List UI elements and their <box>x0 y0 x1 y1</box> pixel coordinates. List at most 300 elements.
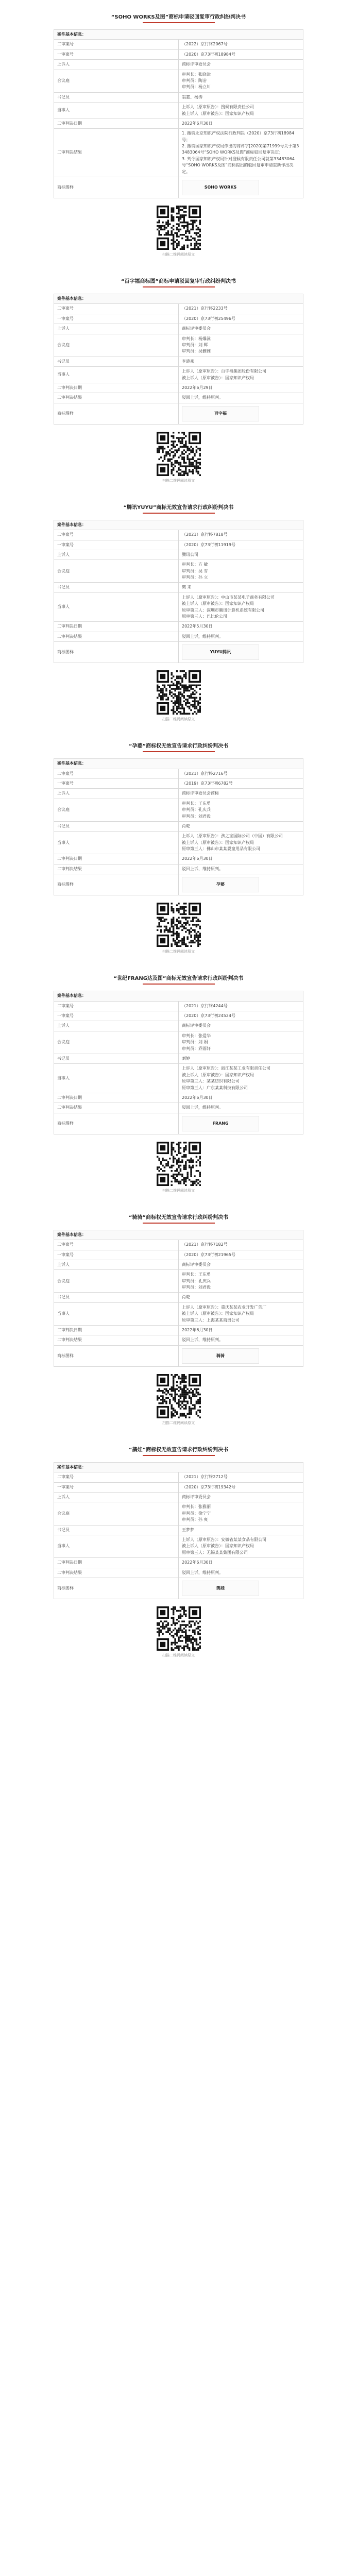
row-line: 审判员：乔雨轩 <box>182 1046 211 1051</box>
row-value <box>179 129 303 177</box>
row-label: 二审判决日期 <box>54 1326 179 1335</box>
trademark-image <box>182 1581 259 1596</box>
row-label: 一审案号 <box>54 1250 179 1260</box>
table-header-row <box>54 1230 303 1240</box>
row-text: （2022）京行终2067号 <box>182 42 228 47</box>
row-label: 二审判决结果 <box>54 864 179 874</box>
qr-block <box>0 1599 357 1660</box>
row-text: （2021）京行终7182号 <box>182 1242 228 1247</box>
qr-code[interactable] <box>157 1606 201 1651</box>
table-row <box>54 60 303 70</box>
table-row <box>54 583 303 592</box>
row-line: 审判员：孙 爽 <box>182 1517 208 1522</box>
table-header-row <box>54 1462 303 1472</box>
row-value <box>179 1492 303 1502</box>
case-section <box>0 499 357 724</box>
row-line: 原审第三人：某某纺织有限公司 <box>182 1079 240 1084</box>
table-row <box>54 129 303 177</box>
row-value <box>179 632 303 641</box>
table-row <box>54 304 303 314</box>
row-value <box>179 357 303 366</box>
table-row <box>54 1240 303 1250</box>
case-info-table <box>54 758 303 895</box>
row-line: 3. 判令国家知识产权局针对搜候有限责任公司就第33483064号“SOHO WORKS及图”商标提出的驳回复审申请重新作出决定。 <box>182 156 295 174</box>
row-text: 2022年6月29日 <box>182 385 213 390</box>
table-row <box>54 821 303 831</box>
row-value <box>179 1293 303 1302</box>
row-label: 上诉人 <box>54 1492 179 1502</box>
table-row <box>54 1103 303 1113</box>
row-label: 书记员 <box>54 1293 179 1302</box>
row-line: 上诉人（原审原告）：孩之宝国际公司（中国）有限公司 <box>182 834 283 839</box>
row-value <box>179 393 303 403</box>
row-value <box>179 1482 303 1492</box>
row-label: 商标图样 <box>54 1345 179 1366</box>
case-title: “百字福商标图”商标申请驳回复审行政纠纷判决书 <box>121 279 236 285</box>
row-label: 商标图样 <box>54 403 179 424</box>
case-info-table <box>54 29 303 198</box>
row-line: 审判员：刘 辉 <box>182 342 208 347</box>
row-label: 当事人 <box>54 832 179 854</box>
row-text: 驳回上诉，维持原判。 <box>182 1570 223 1575</box>
table-header: 案件基本信息： <box>54 30 303 40</box>
row-label: 当事人 <box>54 367 179 383</box>
row-text: 商标评审委员会商标 <box>182 791 219 796</box>
row-value <box>179 583 303 592</box>
row-value <box>179 1535 303 1557</box>
row-value <box>179 1568 303 1578</box>
table-row <box>54 1011 303 1021</box>
row-text: 翁嘉、杨涛 <box>182 94 202 99</box>
row-line: 上诉人（原审原告）：浙江某某工业有限责任公司 <box>182 1066 270 1071</box>
case-title: “SOHO WORKS及图”商标申请驳回复审行政纠纷判决书 <box>111 14 246 20</box>
row-text: （2021）京行终2712号 <box>182 1475 228 1480</box>
row-text: 商标评审委员会 <box>182 62 211 67</box>
qr-code[interactable] <box>157 903 201 947</box>
table-header: 案件基本信息： <box>54 759 303 769</box>
row-value <box>179 304 303 314</box>
table-header-row <box>54 991 303 1001</box>
row-label: 二审判决结果 <box>54 129 179 177</box>
qr-block <box>0 198 357 259</box>
row-label: 上诉人 <box>54 1021 179 1031</box>
row-line: 审判长：张晓津 <box>182 72 211 77</box>
row-value <box>179 334 303 357</box>
case-section <box>0 1209 357 1428</box>
row-value <box>179 1326 303 1335</box>
trademark-image <box>182 180 259 195</box>
row-value <box>179 1031 303 1054</box>
qr-code[interactable] <box>157 1374 201 1418</box>
row-text: （2020）京73行初21965号 <box>182 1252 235 1257</box>
table-header-row <box>54 294 303 304</box>
row-value <box>179 864 303 874</box>
row-text: 李晓燕 <box>182 359 194 364</box>
table-row <box>54 357 303 366</box>
row-text: 肖乾 <box>182 1295 190 1300</box>
row-label: 二审案号 <box>54 769 179 778</box>
row-value <box>179 1335 303 1345</box>
title-underline <box>143 513 215 514</box>
row-value <box>179 1103 303 1113</box>
row-text: （2021）京行终4244号 <box>182 1003 228 1008</box>
row-value <box>179 49 303 59</box>
row-value <box>179 821 303 831</box>
row-text: 王梦梦 <box>182 1527 194 1532</box>
row-value <box>179 1558 303 1568</box>
row-label: 二审判决结果 <box>54 1568 179 1578</box>
table-row <box>54 1302 303 1325</box>
table-header: 案件基本信息： <box>54 1462 303 1472</box>
row-line: 被上诉人（原审被告）：国家知识产权局 <box>182 601 254 606</box>
row-text: 2022年6月30日 <box>182 1560 213 1565</box>
row-text: 商标评审委员会 <box>182 1494 211 1499</box>
table-row <box>54 334 303 357</box>
case-info-table <box>54 1230 303 1367</box>
qr-caption: 扫描二维码阅读原文 <box>162 1653 195 1657</box>
table-header-row <box>54 30 303 40</box>
row-line: 被上诉人（原审被告）：国家知识产权局 <box>182 1544 254 1549</box>
qr-caption: 扫描二维码阅读原文 <box>162 950 195 954</box>
row-value <box>179 592 303 622</box>
row-line: 审判员：吴 雪 <box>182 568 208 573</box>
row-label: 书记员 <box>54 357 179 366</box>
row-label: 商标图样 <box>54 874 179 895</box>
table-row <box>54 1492 303 1502</box>
row-value <box>179 1525 303 1535</box>
table-row <box>54 367 303 383</box>
table-header: 案件基本信息： <box>54 520 303 530</box>
case-info-table <box>54 520 303 663</box>
row-value <box>179 1021 303 1031</box>
row-value <box>179 314 303 324</box>
row-line: 审判长：张爱华 <box>182 1033 211 1038</box>
row-label: 当事人 <box>54 1535 179 1557</box>
table-row <box>54 642 303 663</box>
trademark-text: YUYU腾讯 <box>210 649 231 654</box>
row-label: 一审案号 <box>54 540 179 550</box>
row-text: 刘婷 <box>182 1056 190 1061</box>
row-text: 2022年6月30日 <box>182 856 213 861</box>
title-underline <box>143 1223 215 1224</box>
row-value <box>179 1054 303 1064</box>
qr-block <box>0 1134 357 1195</box>
qr-code[interactable] <box>157 432 201 476</box>
case-title: “孕婆”商标权无效宣告请求行政纠纷判决书 <box>128 743 229 750</box>
row-label: 商标图样 <box>54 642 179 663</box>
row-text: 驳回上诉，维持原判。 <box>182 395 223 400</box>
row-label: 合议庭 <box>54 1270 179 1293</box>
row-label: 二审案号 <box>54 1240 179 1250</box>
table-header: 案件基本信息： <box>54 294 303 304</box>
table-row <box>54 1502 303 1525</box>
row-line: 审判员：刘 娟 <box>182 1040 208 1045</box>
table-row <box>54 1270 303 1293</box>
row-value <box>179 1345 303 1366</box>
trademark-text: 孕婆 <box>216 882 225 887</box>
row-label: 二审判决日期 <box>54 1558 179 1568</box>
row-text: 2022年6月30日 <box>182 1095 213 1100</box>
row-line: 被上诉人（原审被告）：国家知识产权局 <box>182 111 254 116</box>
row-value <box>179 874 303 895</box>
row-text: 驳回上诉，维持原判。 <box>182 866 223 871</box>
row-label: 合议庭 <box>54 1502 179 1525</box>
row-text: 2022年5月30日 <box>182 624 213 629</box>
qr-block <box>0 895 357 956</box>
row-value <box>179 60 303 70</box>
table-row <box>54 560 303 583</box>
row-line: 被上诉人（原审被告）：国家知识产权局 <box>182 840 254 845</box>
row-text: 腾讯公司 <box>182 552 198 557</box>
row-line: 原审第三人：巴比伦公司 <box>182 614 227 619</box>
table-row <box>54 1093 303 1103</box>
row-label: 一审案号 <box>54 778 179 788</box>
row-line: 被上诉人（原审被告）：国家知识产权局 <box>182 1072 254 1077</box>
trademark-text: 骑骑 <box>216 1353 225 1358</box>
row-line: 审判员：孙 立 <box>182 575 208 580</box>
row-label: 上诉人 <box>54 550 179 560</box>
table-header: 案件基本信息： <box>54 1230 303 1240</box>
row-value <box>179 383 303 393</box>
table-row <box>54 1558 303 1568</box>
row-label: 当事人 <box>54 592 179 622</box>
row-line: 审判长：王东勇 <box>182 801 211 806</box>
row-value <box>179 560 303 583</box>
table-row <box>54 40 303 49</box>
qr-caption: 扫描二维码阅读原文 <box>162 478 195 483</box>
row-label: 一审案号 <box>54 314 179 324</box>
row-line: 被上诉人（原审被告）：国家知识产权局 <box>182 375 254 380</box>
row-label: 合议庭 <box>54 334 179 357</box>
row-label: 上诉人 <box>54 1260 179 1269</box>
row-label: 一审案号 <box>54 49 179 59</box>
table-row <box>54 383 303 393</box>
row-label: 一审案号 <box>54 1011 179 1021</box>
qr-caption: 扫描二维码阅读原文 <box>162 717 195 722</box>
row-label: 二审判决结果 <box>54 1103 179 1113</box>
row-value <box>179 1011 303 1021</box>
row-value <box>179 324 303 334</box>
trademark-image <box>182 645 259 660</box>
row-label: 上诉人 <box>54 324 179 334</box>
row-label: 上诉人 <box>54 60 179 70</box>
table-row <box>54 550 303 560</box>
table-row <box>54 1568 303 1578</box>
row-label: 二审案号 <box>54 1472 179 1482</box>
row-line: 审判长：王东勇 <box>182 1272 211 1277</box>
row-label: 二审案号 <box>54 304 179 314</box>
trademark-text: FRANG <box>212 1121 229 1126</box>
row-value <box>179 769 303 778</box>
table-row <box>54 1064 303 1093</box>
table-header: 案件基本信息： <box>54 991 303 1001</box>
table-row <box>54 1021 303 1031</box>
qr-block <box>0 425 357 485</box>
table-row <box>54 622 303 632</box>
row-value <box>179 530 303 540</box>
table-row <box>54 789 303 799</box>
row-text: 商标评审委员会 <box>182 1262 211 1267</box>
case-info-table <box>54 991 303 1134</box>
trademark-image <box>182 877 259 892</box>
row-value <box>179 103 303 119</box>
trademark-text: SOHO WORKS <box>204 184 237 190</box>
row-label: 书记员 <box>54 1054 179 1064</box>
qr-caption: 扫描二维码阅读原文 <box>162 1188 195 1193</box>
trademark-image <box>182 406 259 421</box>
row-text: 2022年6月30日 <box>182 1328 213 1333</box>
row-text: （2020）京73行初25496号 <box>182 316 235 321</box>
qr-caption: 扫描二维码阅读原文 <box>162 252 195 257</box>
table-row <box>54 854 303 864</box>
row-text: （2021）京行终2233号 <box>182 306 228 311</box>
row-text: 驳回上诉，维持原判。 <box>182 1105 223 1110</box>
row-line: 审判长：张雅丽 <box>182 1504 211 1510</box>
row-value <box>179 854 303 864</box>
row-line: 上诉人（原审原告）：百字福集团股份有限公司 <box>182 369 266 374</box>
row-text: （2020）京73行初24524号 <box>182 1013 235 1019</box>
row-line: 2. 撤销国家知识产权局作出的商评字[2020]第71999号关于第33483064号“SOHO WORKS及图”商标驳回复审决定； <box>182 144 299 155</box>
qr-block <box>0 663 357 724</box>
row-line: 原审第三人：上海某某商贸公司 <box>182 1317 240 1323</box>
row-line: 审判员：陶冶 <box>182 78 207 83</box>
row-label: 二审判决日期 <box>54 854 179 864</box>
row-text: （2019）京73行初6782号 <box>182 781 233 786</box>
row-value <box>179 1472 303 1482</box>
row-line: 原审第三人：广东某某科技有限公司 <box>182 1085 248 1090</box>
row-line: 被上诉人（原审被告）：国家知识产权局 <box>182 1311 254 1316</box>
row-text: （2020）京73行初11919号 <box>182 542 235 547</box>
row-label: 书记员 <box>54 583 179 592</box>
row-value <box>179 550 303 560</box>
qr-code[interactable] <box>157 206 201 250</box>
table-row <box>54 1031 303 1054</box>
table-row <box>54 403 303 424</box>
case-section <box>0 8 357 259</box>
row-text: 肖乾 <box>182 823 190 828</box>
qr-code[interactable] <box>157 670 201 715</box>
row-text: 驳回上诉，维持原判。 <box>182 1337 223 1343</box>
case-title: “骑骑”商标权无效宣告请求行政纠纷判决书 <box>128 1214 229 1221</box>
table-row <box>54 540 303 550</box>
row-label: 合议庭 <box>54 560 179 583</box>
table-row <box>54 632 303 641</box>
table-row <box>54 769 303 778</box>
table-row <box>54 1535 303 1557</box>
row-text: （2021）京行终7818号 <box>182 532 228 537</box>
row-text: （2020）京73行初18984号 <box>182 52 235 57</box>
row-line: 审判长：方 敏 <box>182 562 208 567</box>
row-label: 二审判决结果 <box>54 393 179 403</box>
row-line: 审判员：刘君毅 <box>182 1285 211 1290</box>
row-text: 驳回上诉，维持原判。 <box>182 634 223 639</box>
table-row <box>54 177 303 198</box>
case-section <box>0 273 357 485</box>
row-label: 书记员 <box>54 92 179 102</box>
row-value <box>179 403 303 424</box>
row-line: 原审第三人：无锡某某集团有限公司 <box>182 1550 248 1555</box>
case-section <box>0 737 357 956</box>
row-text: 2022年6月30日 <box>182 121 213 126</box>
row-value <box>179 1113 303 1134</box>
row-value <box>179 1502 303 1525</box>
table-header-row <box>54 520 303 530</box>
trademark-image <box>182 1116 259 1131</box>
table-row <box>54 70 303 92</box>
row-value <box>179 1064 303 1093</box>
table-row <box>54 1578 303 1599</box>
row-label: 当事人 <box>54 103 179 119</box>
table-row <box>54 1345 303 1366</box>
row-value <box>179 40 303 49</box>
qr-code[interactable] <box>157 1142 201 1186</box>
table-row <box>54 874 303 895</box>
row-text: 商标评审委员会 <box>182 1023 211 1028</box>
row-line: 审判长：杨爆泳 <box>182 336 211 341</box>
table-row <box>54 314 303 324</box>
row-label: 二审判决日期 <box>54 383 179 393</box>
row-label: 当事人 <box>54 1064 179 1093</box>
row-label: 书记员 <box>54 821 179 831</box>
table-row <box>54 393 303 403</box>
table-row <box>54 1326 303 1335</box>
table-row <box>54 832 303 854</box>
row-value <box>179 70 303 92</box>
row-line: 审判员：徐宁宁 <box>182 1511 211 1516</box>
row-label: 二审判决结果 <box>54 1335 179 1345</box>
table-row <box>54 324 303 334</box>
row-line: 审判员：孔庆兵 <box>182 1278 211 1283</box>
row-line: 审判员：杨立川 <box>182 84 211 90</box>
qr-block <box>0 1367 357 1428</box>
row-label: 合议庭 <box>54 799 179 821</box>
case-section <box>0 1441 357 1660</box>
row-label: 合议庭 <box>54 70 179 92</box>
row-value <box>179 789 303 799</box>
title-underline <box>143 984 215 985</box>
table-row <box>54 49 303 59</box>
row-value <box>179 1270 303 1293</box>
row-line: 1. 撤销北京知识产权法院行政判决（2020）京73行初18984号； <box>182 131 295 142</box>
row-label: 二审判决日期 <box>54 622 179 632</box>
row-label: 二审案号 <box>54 530 179 540</box>
row-value <box>179 540 303 550</box>
row-label: 二审案号 <box>54 1001 179 1011</box>
row-value <box>179 1093 303 1103</box>
trademark-image <box>182 1348 259 1364</box>
table-row <box>54 1054 303 1064</box>
row-label: 二审判决日期 <box>54 118 179 128</box>
table-row <box>54 799 303 821</box>
title-underline <box>143 1455 215 1456</box>
row-text: （2020）京73行初19342号 <box>182 1484 235 1489</box>
row-label: 当事人 <box>54 1302 179 1325</box>
row-value <box>179 177 303 198</box>
table-row <box>54 592 303 622</box>
table-row <box>54 1001 303 1011</box>
row-value <box>179 367 303 383</box>
row-value <box>179 642 303 663</box>
row-line: 原审第三人：深圳市腾讯计算机系统有限公司 <box>182 607 264 613</box>
table-row <box>54 1482 303 1492</box>
row-line: 上诉人（原审原告）：搜候有限责任公司 <box>182 105 254 110</box>
qr-caption: 扫描二维码阅读原文 <box>162 1420 195 1425</box>
trademark-text: 鹊娃 <box>216 1585 225 1590</box>
row-line: 原审第三人：佛山市某某婴童用品有限公司 <box>182 846 260 852</box>
table-row <box>54 118 303 128</box>
table-row <box>54 103 303 119</box>
row-text: （2021）京行终2716号 <box>182 771 228 776</box>
